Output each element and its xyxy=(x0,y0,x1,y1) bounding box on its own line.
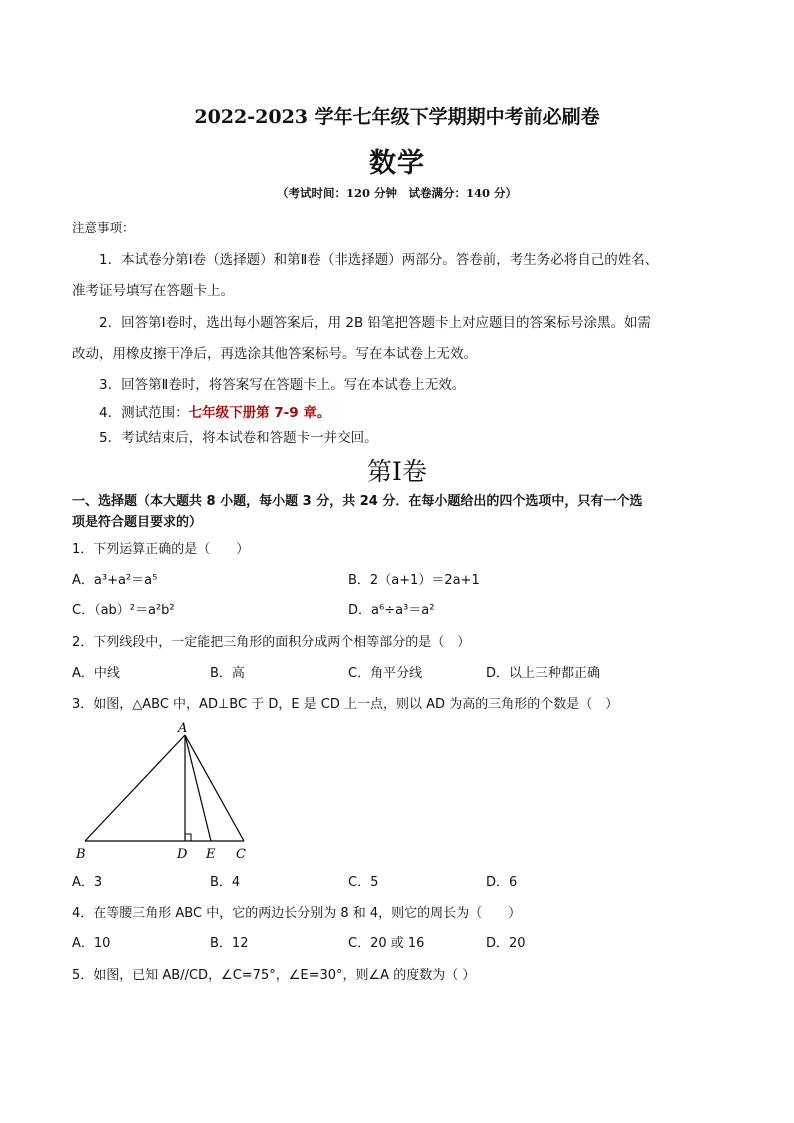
q4-option-c: C．20 或 16 xyxy=(348,936,425,951)
q2-option-b: B．高 xyxy=(210,666,245,681)
segment-ae xyxy=(185,735,211,841)
q2-option-c: C．角平分线 xyxy=(348,666,423,681)
notice-item-5: 5．考试结束后，将本试卷和答题卡一并交回。 xyxy=(99,430,378,446)
notice-item-1-cont: 准考证号填写在答题卡上。 xyxy=(72,283,234,299)
notice-item-4-prefix: 4．测试范围： xyxy=(99,405,189,421)
q3-option-a: A．3 xyxy=(72,875,103,890)
section-title: 第Ⅰ卷 xyxy=(367,457,427,486)
q4-option-b: B．12 xyxy=(210,936,249,951)
q5-stem: 5．如图，已知 AB//CD，∠C=75°，∠E=30°，则∠A 的度数为（ ） xyxy=(72,968,476,983)
q2-option-d: D．以上三种都正确 xyxy=(486,666,601,681)
test-range: 七年级下册第 7-9 章。 xyxy=(188,405,331,421)
side-ac xyxy=(185,735,244,841)
notice-item-2-cont: 改动，用橡皮擦干净后，再选涂其他答案标号。写在本试卷上无效。 xyxy=(72,346,477,362)
q3-option-b: B．4 xyxy=(210,875,241,890)
label-c: C xyxy=(236,847,246,862)
exam-info: （考试时间：120 分钟 试卷满分：140 分） xyxy=(276,186,517,200)
label-b: B xyxy=(76,847,86,862)
notice-heading: 注意事项： xyxy=(72,220,135,235)
right-angle-mark xyxy=(185,834,191,841)
q2-stem: 2．下列线段中，一定能把三角形的面积分成两个相等部分的是（ ） xyxy=(72,635,471,650)
q4-option-d: D．20 xyxy=(486,936,526,951)
notice-item-4 xyxy=(99,401,330,421)
q1-option-a: A．a³+a²＝a⁵ xyxy=(72,573,158,588)
label-e: E xyxy=(206,847,216,862)
part1-heading-cont: 项是符合题目要求的） xyxy=(72,515,203,530)
q3-option-c: C．5 xyxy=(348,875,379,890)
q4-option-a: A．10 xyxy=(72,936,111,951)
exam-title: 2022-2023 学年七年级下学期期中考前必刷卷 xyxy=(194,106,600,128)
q1-option-b: B．2（a+1）＝2a+1 xyxy=(348,573,480,588)
label-a: A xyxy=(178,721,188,736)
notice-item-3: 3．回答第Ⅱ卷时，将答案写在答题卡上。写在本试卷上无效。 xyxy=(99,377,466,393)
label-d: D xyxy=(177,847,188,862)
q1-option-d: D．a⁶÷a³＝a² xyxy=(348,603,435,618)
q3-stem: 3．如图，△ABC 中，AD⊥BC 于 D，E 是 CD 上一点，则以 AD 为高的三角形的个数是（ ） xyxy=(72,697,619,712)
notice-item-2: 2．回答第Ⅰ卷时，选出每小题答案后，用 2B 铅笔把答题卡上对应题目的答案标号涂黑。如需 xyxy=(99,315,652,331)
q1-stem: 1．下列运算正确的是（ ） xyxy=(72,542,250,557)
notice-item-1: 1．本试卷分第Ⅰ卷（选择题）和第Ⅱ卷（非选择题）两部分。答卷前，考生务必将自己的姓名、 xyxy=(99,252,659,268)
side-ab xyxy=(85,735,185,841)
part1-heading: 一、选择题（本大题共 8 小题，每小题 3 分，共 24 分．在每小题给出的四个选项中，只有一个选 xyxy=(72,494,643,509)
q4-stem: 4．在等腰三角形 ABC 中，它的两边长分别为 8 和 4，则它的周长为（ ） xyxy=(72,906,522,921)
subject-title: 数学 xyxy=(369,148,425,179)
q2-option-a: A．中线 xyxy=(72,666,120,681)
q3-triangle-figure xyxy=(70,718,260,866)
q1-option-c: C．（ab）²＝a²b² xyxy=(72,603,175,618)
q3-option-d: D．6 xyxy=(486,875,518,890)
